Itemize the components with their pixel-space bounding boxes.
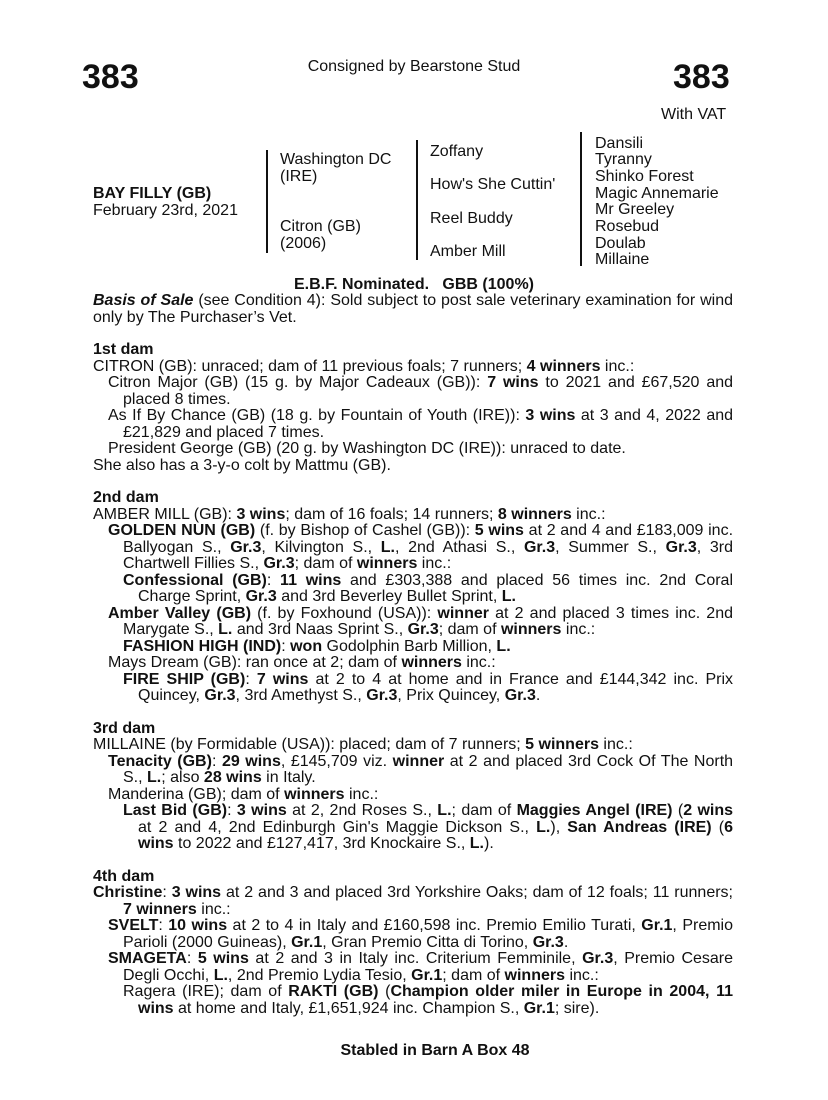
- catalogue-body: [93, 293, 733, 1017]
- fourth-dam-intro: Christine: 3 wins at 2 and 3 and placed 3rd Yorkshire Oaks; dam of 12 foals; 11 runners; 7 winners inc.:: [93, 884, 734, 918]
- lot-number-right: 383: [673, 58, 730, 96]
- basis-of-sale: Basis of Sale (see Condition 4): Sold subject to post sale veterinary examination for wind only by The Purchaser’s Vet.: [93, 292, 734, 326]
- consignor: Consigned by Bearstone Stud: [307, 58, 521, 75]
- pedigree-great-grandparent: Magic Annemarie: [595, 185, 719, 202]
- progeny-entry: President George (GB) (20 g. by Washington DC (IRE)): unraced to date.: [108, 440, 626, 457]
- pedigree-grandparent: How's She Cuttin': [430, 176, 556, 193]
- progeny-entry: Confessional (GB): 11 wins and £303,388 and placed 56 times inc. 2nd Coral Charge Sprint, Gr.3 and 3rd Beverley Bullet Sprint, L.: [123, 571, 734, 605]
- progeny-entry: GOLDEN NUN (GB) (f. by Bishop of Cashel (GB)): 5 wins at 2 and 4 and £183,009 inc. Ballyogan S., Gr.3, Kilvington S., L., 2nd Athasi S., Gr.3, Summer S., Gr.3, 3rd Chartwell Fillies S., Gr.3; dam of winners inc.:: [108, 522, 734, 572]
- pedigree-grandparent: Reel Buddy: [430, 210, 513, 227]
- pedigree-line-2: [416, 140, 418, 260]
- progeny-entry: As If By Chance (GB) (18 g. by Fountain of Youth (IRE)): 3 wins at 3 and 4, 2022 and £21,829 and placed 7 times.: [108, 407, 734, 441]
- pedigree-great-grandparent: Millaine: [595, 251, 650, 268]
- pedigree-line-3: [580, 132, 582, 266]
- pedigree-great-grandparent: Rosebud: [595, 218, 660, 235]
- pedigree-dam: Citron (GB) (2006): [280, 218, 361, 252]
- pedigree-great-grandparent: Shinko Forest: [595, 168, 694, 185]
- third-dam-intro: MILLAINE (by Formidable (USA)): placed; dam of 7 runners; 5 winners inc.:: [93, 736, 633, 753]
- pedigree-line-1: [266, 150, 268, 253]
- second-dam-heading: 2nd dam: [93, 489, 159, 506]
- progeny-entry: SMAGETA: 5 wins at 2 and 3 in Italy inc. Criterium Femminile, Gr.3, Premio Cesare Degli Occhi, L., 2nd Premio Lydia Tesio, Gr.1; dam of winners inc.:: [108, 950, 734, 984]
- foaling-date: February 23rd, 2021: [93, 202, 238, 219]
- progeny-entry: Amber Valley (GB) (f. by Foxhound (USA)): winner at 2 and placed 3 times inc. 2nd Marygate S., L. and 3rd Naas Sprint S., Gr.3; dam of winners inc.:: [108, 604, 733, 638]
- progeny-entry: Citron Major (GB) (15 g. by Major Cadeaux (GB)): 7 wins to 2021 and £67,520 and placed 8 times.: [108, 374, 734, 408]
- first-dam-intro: CITRON (GB): unraced; dam of 11 previous foals; 7 runners; 4 winners inc.:: [93, 357, 635, 375]
- progeny-entry: Manderina (GB); dam of winners inc.:: [108, 785, 379, 803]
- progeny-entry: Tenacity (GB): 29 wins, £145,709 viz. winner at 2 and placed 3rd Cock Of The North S., L.; also 28 wins in Italy.: [108, 752, 734, 786]
- pedigree-great-grandparent: Dansili: [595, 135, 644, 152]
- fourth-dam-heading: 4th dam: [93, 867, 155, 885]
- progeny-entry: Ragera (IRE); dam of RAKTI (GB) (Champion older miler in Europe in 2004, 11 wins at home and Italy, £1,651,924 inc. Champion S., Gr.1; sire).: [123, 983, 734, 1017]
- second-dam-intro: AMBER MILL (GB): 3 wins; dam of 16 foals; 14 runners; 8 winners inc.:: [93, 505, 606, 523]
- stabling-location: Stabled in Barn A Box 48: [340, 1042, 530, 1059]
- third-dam-heading: 3rd dam: [93, 719, 156, 737]
- horse-description: BAY FILLY (GB): [93, 185, 212, 202]
- pedigree-great-grandparent: Doulab: [595, 235, 646, 252]
- lot-number-left: 383: [82, 58, 139, 96]
- pedigree-grandparent: Amber Mill: [430, 243, 506, 260]
- pedigree-great-grandparent: Mr Greeley: [595, 201, 675, 218]
- vat-status: With VAT: [661, 106, 727, 123]
- first-dam-note: She also has a 3-y-o colt by Mattmu (GB).: [93, 456, 391, 474]
- pedigree-sire: Washington DC (IRE): [280, 151, 392, 185]
- progeny-entry: FIRE SHIP (GB): 7 wins at 2 to 4 at home and in France and £144,342 inc. Prix Quincey, Gr.3, 3rd Amethyst S., Gr.3, Prix Quincey, Gr.3.: [123, 670, 734, 704]
- progeny-entry: SVELT: 10 wins at 2 to 4 in Italy and £160,598 inc. Premio Emilio Turati, Gr.1, Premio Parioli (2000 Guineas), Gr.1, Gran Premio Citta di Torino, Gr.3.: [108, 917, 733, 951]
- progeny-entry: Last Bid (GB): 3 wins at 2, 2nd Roses S., L.; dam of Maggies Angel (IRE) (2 wins at 2 and 4, 2nd Edinburgh Gin's Maggie Dickson S., L.), San Andreas (IRE) (6 wins to 2022 and £127,417, 3rd Knockaire S., L.).: [123, 802, 734, 852]
- nomination-status: E.B.F. Nominated. GBB (100%): [293, 276, 535, 293]
- progeny-entry: Mays Dream (GB): ran once at 2; dam of winners inc.:: [108, 654, 496, 671]
- first-dam-heading: 1st dam: [93, 341, 154, 358]
- basis-of-sale-label: Basis of Sale: [93, 292, 194, 309]
- pedigree-grandparent: Zoffany: [430, 143, 484, 160]
- progeny-entry: FASHION HIGH (IND): won Godolphin Barb Million, L.: [123, 637, 511, 655]
- pedigree-great-grandparent: Tyranny: [595, 151, 652, 168]
